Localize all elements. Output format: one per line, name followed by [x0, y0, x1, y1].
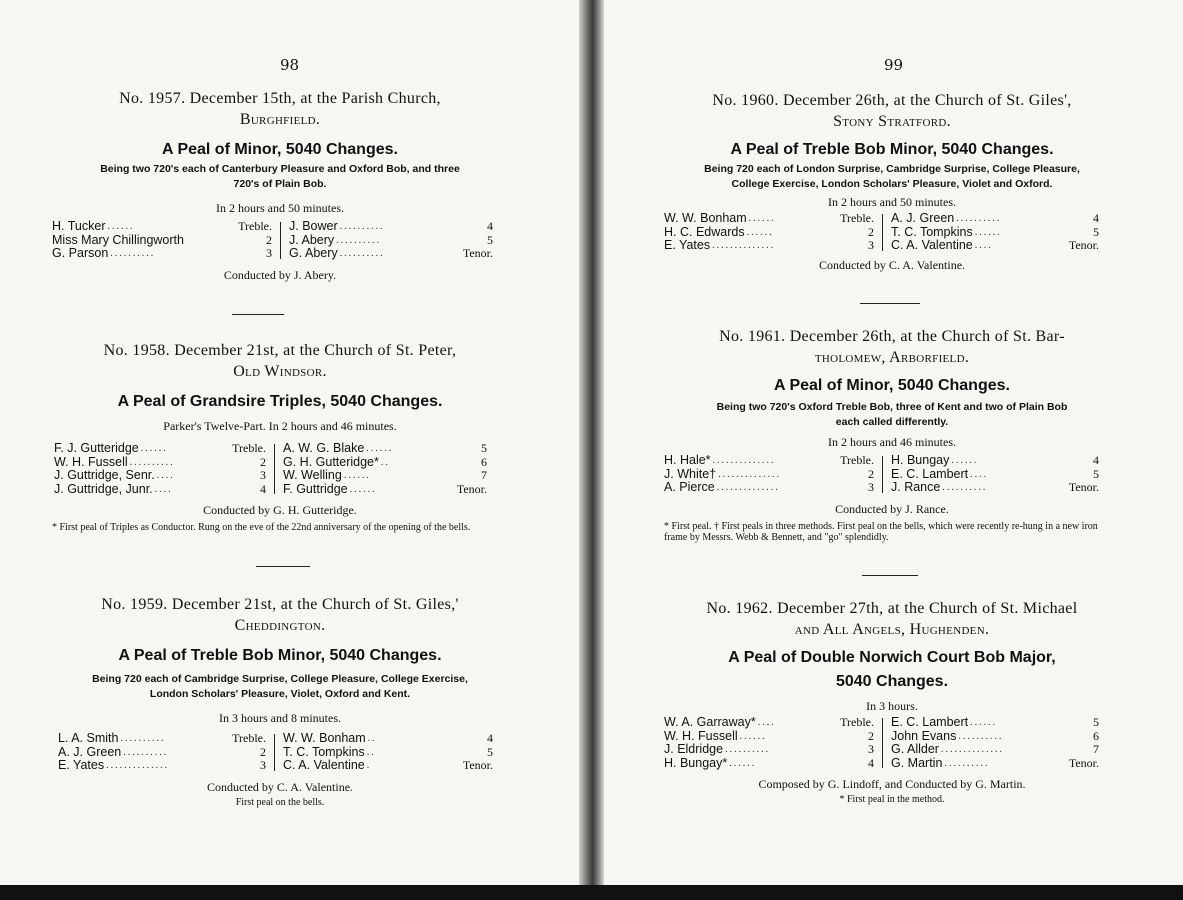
ringers-column-right — [289, 220, 493, 261]
ringer-name: J. Guttridge, Junr. — [54, 481, 153, 496]
peal-heading — [642, 326, 1142, 368]
ringer-row: W. W. Bonham ...... Treble. — [664, 211, 874, 225]
ringer-name: H. Tucker — [52, 219, 106, 233]
ringer-row: E. Yates .............. 3 — [664, 238, 874, 252]
ringer-name: W. A. Garraway* — [664, 715, 756, 729]
ringer-row: H. Tucker ...... Treble. — [52, 219, 272, 233]
ringer-row: J. White† .............. 2 — [664, 466, 874, 481]
ringer-row: A. Pierce .............. 3 — [664, 480, 874, 494]
peal-title: A Peal of Treble Bob Minor, 5040 Changes. — [118, 647, 442, 664]
ringer-row: J. Bower .......... 4 — [289, 219, 493, 233]
ringers-band — [664, 212, 1108, 253]
ringer-name: A. Pierce — [664, 480, 715, 494]
ringer-name: G. Allder — [891, 742, 939, 756]
ringer-row: J. Eldridge .......... 3 — [664, 742, 874, 756]
bell-number: 2 — [868, 466, 874, 481]
bell-number: 7 — [481, 468, 487, 482]
peal-entry — [642, 598, 1142, 805]
peal-title: A Peal of Treble Bob Minor, 5040 Changes. — [730, 141, 1054, 158]
peal-title — [642, 646, 1142, 694]
ringer-row: J. Guttridge, Senr. .... 3 — [54, 468, 266, 482]
peal-heading — [30, 594, 530, 636]
ringer-name: T. C. Tompkins — [283, 744, 365, 759]
bell-number: 6 — [481, 454, 487, 469]
ringers-column-left — [52, 220, 272, 261]
ringer-row: G. H. Gutteridge* .. 6 — [283, 454, 487, 469]
ringer-row: T. C. Tompkins ...... 5 — [891, 224, 1099, 239]
ringer-name: E. C. Lambert — [891, 715, 969, 729]
bell-number: 3 — [868, 238, 874, 252]
ringer-row: E. Yates .............. 3 — [58, 758, 266, 772]
description-line: College Exercise, London Scholars' Pleasure, Violet and Oxford. — [731, 178, 1053, 190]
ringer-row: W. W. Bonham .. 4 — [283, 731, 493, 745]
ringer-row: H. Bungay ...... 4 — [891, 453, 1099, 467]
ringer-row: A. W. G. Blake ...... 5 — [283, 441, 487, 455]
bell-number: 3 — [868, 480, 874, 494]
ringer-row: W. A. Garraway* .... Treble. — [664, 715, 874, 729]
ringer-row: T. C. Tompkins .. 5 — [283, 744, 493, 759]
peal-duration: In 3 hours and 8 minutes. — [219, 711, 341, 725]
description-line: Being two 720's each of Canterbury Pleasure and Oxford Bob, and three — [100, 163, 460, 175]
peal-title: A Peal of Minor, 5040 Changes. — [162, 141, 398, 158]
peal-title-line: A Peal of Double Norwich Court Bob Major, — [728, 649, 1056, 666]
peal-heading — [30, 88, 530, 130]
ringer-name: E. C. Lambert — [891, 466, 969, 481]
peal-conductor: Conducted by J. Rance. — [835, 501, 949, 516]
bell-number: Treble. — [840, 211, 874, 225]
peal-duration: In 2 hours and 50 minutes. — [828, 195, 956, 209]
ringer-name: F. Guttridge — [283, 481, 348, 496]
bell-number: Treble. — [840, 453, 874, 467]
ringer-name: J. Abery — [289, 232, 335, 247]
peal-duration: In 3 hours. — [866, 699, 918, 713]
bell-number: 2 — [260, 744, 266, 759]
peal-duration: In 2 hours and 46 minutes. — [828, 435, 956, 449]
ringer-row: F. J. Gutteridge ...... Treble. — [54, 441, 266, 455]
section-rule — [862, 575, 918, 576]
peal-entry — [642, 326, 1142, 543]
page-number: 98 — [279, 56, 300, 74]
peal-entry — [642, 90, 1142, 273]
bell-number: 7 — [1093, 742, 1099, 756]
bell-number: 2 — [868, 224, 874, 239]
peal-footnote: * First peal of Triples as Conductor. Rung on the eve of the 22nd anniversary of the opening of the bells. — [52, 522, 471, 533]
ringer-name: Miss Mary Chillingworth — [52, 232, 184, 247]
peal-duration: Parker's Twelve-Part. In 2 hours and 46 minutes. — [163, 419, 397, 433]
peal-heading-line: No. 1961. December 26th, at the Church of St. Bar- — [719, 328, 1065, 345]
bell-number: 4 — [1093, 453, 1099, 467]
peal-heading — [642, 598, 1142, 640]
ringers-band — [664, 716, 1108, 770]
scan-bottom-edge — [0, 885, 1183, 900]
peal-heading-place: and All Angels, Hughenden. — [794, 621, 990, 638]
ringer-name: H. Bungay* — [664, 755, 728, 770]
peal-entry — [30, 594, 530, 808]
bell-number: 5 — [487, 232, 493, 247]
right-page — [604, 0, 1183, 885]
bell-number: 5 — [481, 441, 487, 455]
bell-number: Tenor. — [1068, 755, 1099, 770]
description-line: 720's of Plain Bob. — [233, 178, 327, 190]
bell-number: Treble. — [840, 715, 874, 729]
ringer-name: G. Abery — [289, 246, 338, 260]
peal-title: A Peal of Grandsire Triples, 5040 Changes. — [117, 393, 443, 410]
ringer-row: J. Rance .......... Tenor. — [891, 480, 1099, 494]
ringers-band — [58, 732, 500, 773]
section-rule — [860, 303, 920, 304]
peal-description — [30, 672, 530, 702]
section-rule — [232, 314, 284, 315]
ringer-row: A. J. Green .......... 4 — [891, 211, 1099, 225]
ringer-row: F. Guttridge ...... Tenor. — [283, 481, 487, 496]
ringer-name: F. J. Gutteridge — [54, 441, 139, 455]
ringer-row: E. C. Lambert .... 5 — [891, 466, 1099, 481]
section-rule — [256, 566, 310, 567]
ringer-row: G. Martin .......... Tenor. — [891, 755, 1099, 770]
ringer-name: J. Rance — [891, 480, 941, 494]
bell-number: Tenor. — [462, 246, 493, 260]
ringer-name: J. Bower — [289, 219, 338, 233]
ringer-row: W. H. Fussell .......... 2 — [54, 454, 266, 469]
ringers-column-right — [891, 212, 1099, 253]
peal-heading — [642, 90, 1142, 132]
peal-description — [30, 162, 530, 192]
bell-number: 5 — [1093, 466, 1099, 481]
description-line: Being 720 each of Cambridge Surprise, College Pleasure, College Exercise, — [92, 673, 468, 685]
ringer-name: C. A. Valentine — [283, 758, 365, 772]
peal-heading-line: No. 1962. December 27th, at the Church of St. Michael — [706, 600, 1078, 617]
peal-entry — [30, 340, 530, 533]
bell-number: 5 — [1093, 224, 1099, 239]
peal-title: A Peal of Minor, 5040 Changes. — [774, 377, 1010, 394]
bell-number: 5 — [487, 744, 493, 759]
bell-number: 4 — [487, 219, 493, 233]
ringer-name: A. J. Green — [891, 211, 955, 225]
peal-heading — [30, 340, 530, 382]
ringers-band — [664, 454, 1108, 495]
peal-conductor: Composed by G. Lindoff, and Conducted by G. Martin. — [758, 777, 1026, 791]
ringer-name: G. Martin — [891, 755, 943, 770]
bell-number: 3 — [868, 742, 874, 756]
bell-number: 2 — [266, 232, 272, 247]
ringer-name: A. W. G. Blake — [283, 441, 365, 455]
peal-title-line: 5040 Changes. — [835, 673, 949, 690]
peal-conductor: Conducted by C. A. Valentine. — [818, 257, 966, 272]
peal-heading-place: Burghfield. — [239, 111, 321, 128]
ringers-column-right — [891, 454, 1099, 495]
peal-description — [642, 162, 1142, 192]
ringer-name: John Evans — [891, 728, 957, 743]
ringer-name: W. H. Fussell — [54, 454, 128, 469]
ringer-name: H. Hale* — [664, 453, 711, 467]
ringer-row: W. Welling ...... 7 — [283, 468, 487, 482]
bell-number: 6 — [1093, 728, 1099, 743]
ringers-band — [52, 220, 494, 261]
ringer-row: W. H. Fussell ...... 2 — [664, 728, 874, 743]
ringers-column-left — [664, 716, 874, 770]
bell-number: 5 — [1093, 715, 1099, 729]
bell-number: Treble. — [232, 731, 266, 745]
ringers-column-left — [664, 212, 874, 253]
ringer-row — [52, 234, 272, 248]
ringer-row: H. C. Edwards ...... 2 — [664, 224, 874, 239]
bell-number: Tenor. — [456, 481, 487, 496]
ringer-name: G. H. Gutteridge* — [283, 454, 379, 469]
description-line: Being two 720's Oxford Treble Bob, three of Kent and two of Plain Bob — [716, 401, 1068, 413]
ringer-row: G. Abery .......... Tenor. — [289, 246, 493, 260]
ringer-name: L. A. Smith — [58, 731, 119, 745]
bell-number: 2 — [260, 454, 266, 469]
ringers-column-right — [283, 442, 487, 496]
bell-number: 3 — [260, 468, 266, 482]
ringer-row: J. Guttridge, Junr. .... 4 — [54, 481, 266, 496]
ringer-name: H. C. Edwards — [664, 224, 745, 239]
ringers-column-left — [54, 442, 266, 496]
peal-conductor: Conducted by G. H. Gutteridge. — [203, 503, 357, 517]
peal-heading-place: Old Windsor. — [233, 363, 327, 380]
ringers-column-right — [283, 732, 493, 773]
ringer-name: C. A. Valentine — [891, 238, 973, 252]
column-divider — [882, 456, 883, 493]
peal-footnote: First peal on the bells. — [235, 796, 325, 808]
peal-heading-line: No. 1957. December 15th, at the Parish Church, — [119, 90, 441, 107]
peal-heading-place: tholomew, Arborfield. — [814, 349, 970, 366]
ringer-row: C. A. Valentine . Tenor. — [283, 758, 493, 772]
ringer-row: C. A. Valentine .... Tenor. — [891, 238, 1099, 252]
ringer-name: T. C. Tompkins — [891, 224, 973, 239]
ringer-name: E. Yates — [664, 238, 711, 252]
description-line: Being 720 each of London Surprise, Cambridge Surprise, College Pleasure, — [704, 163, 1080, 175]
bell-number: 4 — [868, 755, 874, 770]
ringer-row: L. A. Smith .......... Treble. — [58, 731, 266, 745]
bell-number: Tenor. — [1068, 480, 1099, 494]
column-divider — [882, 214, 883, 251]
ringer-name: W. W. Bonham — [283, 731, 366, 745]
bell-number: 4 — [1093, 211, 1099, 225]
peal-duration: In 2 hours and 50 minutes. — [216, 201, 344, 215]
ringer-row: G. Parson .......... 3 — [52, 246, 272, 260]
ringer-name: E. Yates — [58, 758, 105, 772]
ringers-band — [54, 442, 496, 496]
bell-number: 3 — [266, 246, 272, 260]
peal-footnote: * First peal in the method. — [839, 794, 945, 805]
column-divider — [280, 222, 281, 259]
ringer-name: H. Bungay — [891, 453, 950, 467]
peal-heading-place: Cheddington. — [234, 617, 326, 634]
ringer-name: G. Parson — [52, 246, 109, 260]
ringer-row: A. J. Green .......... 2 — [58, 744, 266, 759]
book-gutter — [579, 0, 604, 900]
ringers-column-right — [891, 716, 1099, 770]
peal-heading-line: No. 1959. December 21st, at the Church of St. Giles,' — [101, 596, 459, 613]
ringer-row: E. C. Lambert ...... 5 — [891, 715, 1099, 729]
ringer-row: J. Abery .......... 5 — [289, 232, 493, 247]
ringers-column-left — [664, 454, 874, 495]
peal-entry — [30, 88, 530, 283]
bell-number: 2 — [868, 728, 874, 743]
bell-number: Treble. — [238, 219, 272, 233]
ringer-row: H. Hale* .............. Treble. — [664, 453, 874, 467]
ringer-name: W. H. Fussell — [664, 728, 738, 743]
bell-number: 3 — [260, 758, 266, 772]
ringer-name: J. White† — [664, 466, 717, 481]
bell-number: Tenor. — [1068, 238, 1099, 252]
peal-heading-line: No. 1960. December 26th, at the Church of St. Giles', — [712, 92, 1072, 109]
column-divider — [274, 444, 275, 494]
peal-description — [642, 400, 1142, 430]
peal-footnote: * First peal. † First peals in three methods. First peal on the bells, which were recently re-hung in a new iron frame by Messrs. Webb & Bennett, and "go" splendidly. — [664, 520, 1098, 543]
ringer-name: W. W. Bonham — [664, 211, 747, 225]
description-line: London Scholars' Pleasure, Violet, Oxford and Kent. — [149, 688, 411, 700]
ringer-row: John Evans .......... 6 — [891, 728, 1099, 743]
ringer-row: H. Bungay* ...... 4 — [664, 755, 874, 770]
column-divider — [882, 718, 883, 768]
left-page — [0, 0, 579, 885]
bell-number: Tenor. — [462, 758, 493, 772]
ringer-name: W. Welling — [283, 468, 342, 482]
bell-number: 4 — [260, 481, 266, 496]
peal-conductor: Conducted by C. A. Valentine. — [206, 779, 354, 794]
column-divider — [274, 734, 275, 771]
bell-number: Treble. — [232, 441, 266, 455]
page-number: 99 — [883, 56, 904, 74]
description-line: each called differently. — [835, 416, 949, 428]
peal-heading-line: No. 1958. December 21st, at the Church of St. Peter, — [103, 342, 457, 359]
ringer-name: A. J. Green — [58, 744, 122, 759]
ringer-row: G. Allder .............. 7 — [891, 742, 1099, 756]
peal-conductor: Conducted by J. Abery. — [223, 267, 337, 282]
peal-heading-place: Stony Stratford. — [833, 113, 951, 130]
bell-number: 4 — [487, 731, 493, 745]
ringer-name: J. Guttridge, Senr. — [54, 468, 155, 482]
ringers-column-left — [58, 732, 266, 773]
ringer-name: J. Eldridge — [664, 742, 724, 756]
